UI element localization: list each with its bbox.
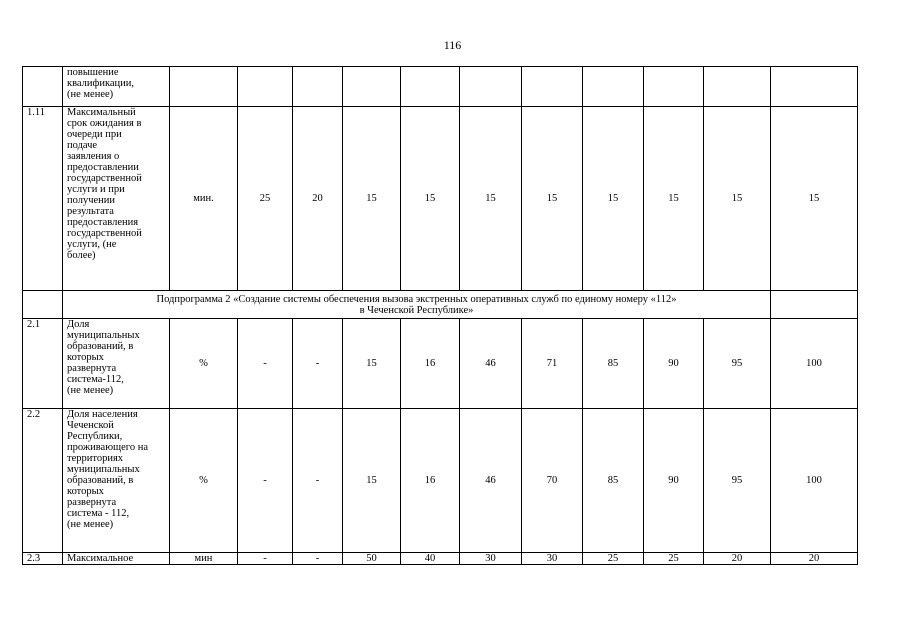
row-number [23, 67, 63, 107]
value-cell: 100 [771, 319, 858, 409]
value-cell: 71 [522, 319, 583, 409]
empty-cell [23, 291, 63, 319]
value-cell [644, 67, 704, 107]
unit-cell: % [170, 409, 238, 553]
value-cell: 20 [771, 553, 858, 565]
value-cell: 85 [583, 409, 644, 553]
value-cell: 90 [644, 409, 704, 553]
value-cell [343, 67, 401, 107]
value-cell: 25 [644, 553, 704, 565]
value-cell: - [293, 319, 343, 409]
indicator-name: Доля муниципальных образований, в которых развернута система-112, (не менее) [63, 319, 170, 409]
unit-cell: мин [170, 553, 238, 565]
subprogram-row [23, 291, 858, 319]
value-cell: 46 [460, 319, 522, 409]
value-cell: 30 [460, 553, 522, 565]
unit-cell: мин. [170, 107, 238, 291]
value-cell: 15 [704, 107, 771, 291]
subprogram-title-line1: Подпрограмма 2 «Создание системы обеспечения вызова экстренных оперативных служб по единому номеру «112» [156, 293, 677, 305]
indicator-name: повышение квалификации, (не менее) [63, 67, 170, 107]
value-cell: 25 [238, 107, 293, 291]
subprogram-title-line2: в Чеченской Республике» [359, 304, 474, 316]
value-cell: - [238, 319, 293, 409]
row-number: 1.11 [23, 107, 63, 291]
value-cell: 85 [583, 319, 644, 409]
empty-cell [771, 291, 858, 319]
value-cell: 95 [704, 409, 771, 553]
value-cell: 15 [401, 107, 460, 291]
value-cell: 90 [644, 319, 704, 409]
indicator-name: Максимальное [63, 553, 170, 565]
value-cell: 100 [771, 409, 858, 553]
value-cell: 15 [583, 107, 644, 291]
value-cell: 46 [460, 409, 522, 553]
value-cell [238, 67, 293, 107]
value-cell [401, 67, 460, 107]
row-number: 2.3 [23, 553, 63, 565]
value-cell: 16 [401, 409, 460, 553]
value-cell: 16 [401, 319, 460, 409]
value-cell: - [238, 553, 293, 565]
value-cell: 15 [771, 107, 858, 291]
value-cell: 70 [522, 409, 583, 553]
table-row [23, 553, 858, 565]
value-cell: - [238, 409, 293, 553]
value-cell: 30 [522, 553, 583, 565]
value-cell: 15 [644, 107, 704, 291]
value-cell: - [293, 553, 343, 565]
value-cell [293, 67, 343, 107]
table-row [23, 107, 858, 291]
value-cell: 15 [343, 107, 401, 291]
table-row [23, 67, 858, 107]
table-row [23, 409, 858, 553]
table-row [23, 319, 858, 409]
value-cell: 40 [401, 553, 460, 565]
value-cell: 20 [704, 553, 771, 565]
unit-cell [170, 67, 238, 107]
indicator-name: Доля населения Чеченской Республики, проживающего на территориях муниципальных образований, в которых развернута система - 112, (не менее) [63, 409, 170, 553]
value-cell [583, 67, 644, 107]
value-cell [704, 67, 771, 107]
value-cell: 15 [343, 319, 401, 409]
row-number: 2.2 [23, 409, 63, 553]
value-cell: 25 [583, 553, 644, 565]
value-cell [522, 67, 583, 107]
value-cell: 15 [522, 107, 583, 291]
value-cell: 95 [704, 319, 771, 409]
indicators-table [22, 66, 858, 565]
value-cell: 50 [343, 553, 401, 565]
unit-cell: % [170, 319, 238, 409]
row-number: 2.1 [23, 319, 63, 409]
value-cell: - [293, 409, 343, 553]
value-cell: 15 [460, 107, 522, 291]
value-cell [460, 67, 522, 107]
subprogram-title [63, 291, 771, 319]
value-cell: 20 [293, 107, 343, 291]
page-number: 116 [443, 38, 462, 52]
value-cell [771, 67, 858, 107]
value-cell: 15 [343, 409, 401, 553]
indicator-name: Максимальный срок ожидания в очереди при подаче заявления о предоставлении государственной услуги и при получении результата предоставления государственной услуги, (не более) [63, 107, 170, 291]
